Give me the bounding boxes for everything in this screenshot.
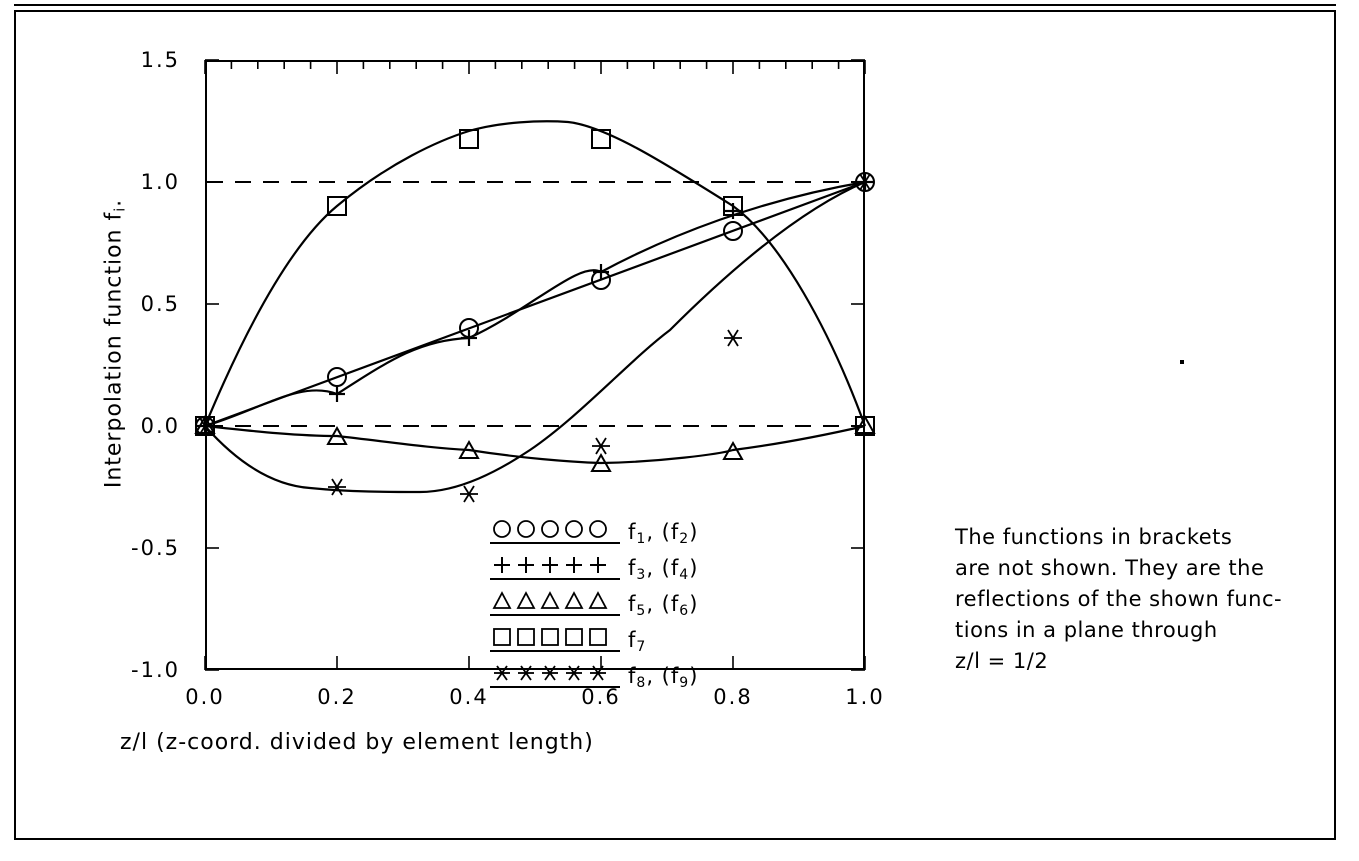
page-top-rule — [14, 4, 1336, 6]
series-f5-curve — [205, 426, 865, 463]
stray-dot — [1180, 360, 1184, 364]
series-f1-curve — [205, 182, 865, 426]
legend-label: $f_1$, $(f_2)$ — [628, 519, 699, 547]
figure-note — [955, 522, 1325, 677]
chart-figure — [60, 30, 920, 790]
legend-label: $f_7$ — [628, 627, 647, 655]
y-tick-label: -1.0 — [131, 658, 180, 682]
x-tick-label: 0.8 — [713, 685, 753, 709]
legend-item — [490, 623, 698, 659]
x-tick-label: 0.2 — [317, 685, 357, 709]
top-axis-ticks — [205, 60, 865, 74]
series-f7-curve — [205, 121, 865, 426]
chart-legend — [490, 515, 698, 695]
note-line: z/l = 1/2 — [955, 649, 1049, 673]
y-axis-label-text: Interpolation function f — [101, 211, 127, 489]
y-tick-label: 1.0 — [140, 170, 180, 194]
series-f7-markers — [196, 130, 874, 435]
y-tick-label: -0.5 — [131, 536, 180, 560]
legend-item — [490, 551, 698, 587]
x-tick-label: 0.4 — [449, 685, 489, 709]
legend-label: $f_5$, $(f_6)$ — [628, 591, 699, 619]
legend-symbol-star — [490, 662, 628, 692]
legend-label: $f_8$, $(f_9)$ — [628, 663, 699, 691]
legend-item — [490, 587, 698, 623]
note-line: The functions in brackets — [955, 525, 1233, 549]
y-tick-label: 0.5 — [140, 292, 180, 316]
legend-symbol-plus — [490, 554, 628, 584]
x-tick-label: 0.6 — [581, 685, 621, 709]
series-f8-markers — [196, 174, 874, 502]
note-line: tions in a plane through — [955, 618, 1218, 642]
y-axis-label-sub: i — [112, 206, 129, 212]
legend-symbol-circle — [490, 518, 628, 548]
x-axis-label: z/l (z-coord. divided by element length) — [120, 730, 594, 755]
legend-item — [490, 659, 698, 695]
x-tick-label: 1.0 — [845, 685, 885, 709]
note-line: are not shown. They are the — [955, 556, 1265, 580]
legend-item — [490, 515, 698, 551]
y-tick-label: 1.5 — [140, 48, 180, 72]
legend-symbol-square — [490, 626, 628, 656]
note-line: reflections of the shown func- — [955, 587, 1283, 611]
legend-label: $f_3$, $(f_4)$ — [628, 555, 699, 583]
y-axis-label-tail: . — [101, 198, 127, 207]
y-tick-label: 0.0 — [140, 414, 180, 438]
legend-symbol-triangle — [490, 590, 628, 620]
x-tick-label: 0.0 — [185, 685, 225, 709]
